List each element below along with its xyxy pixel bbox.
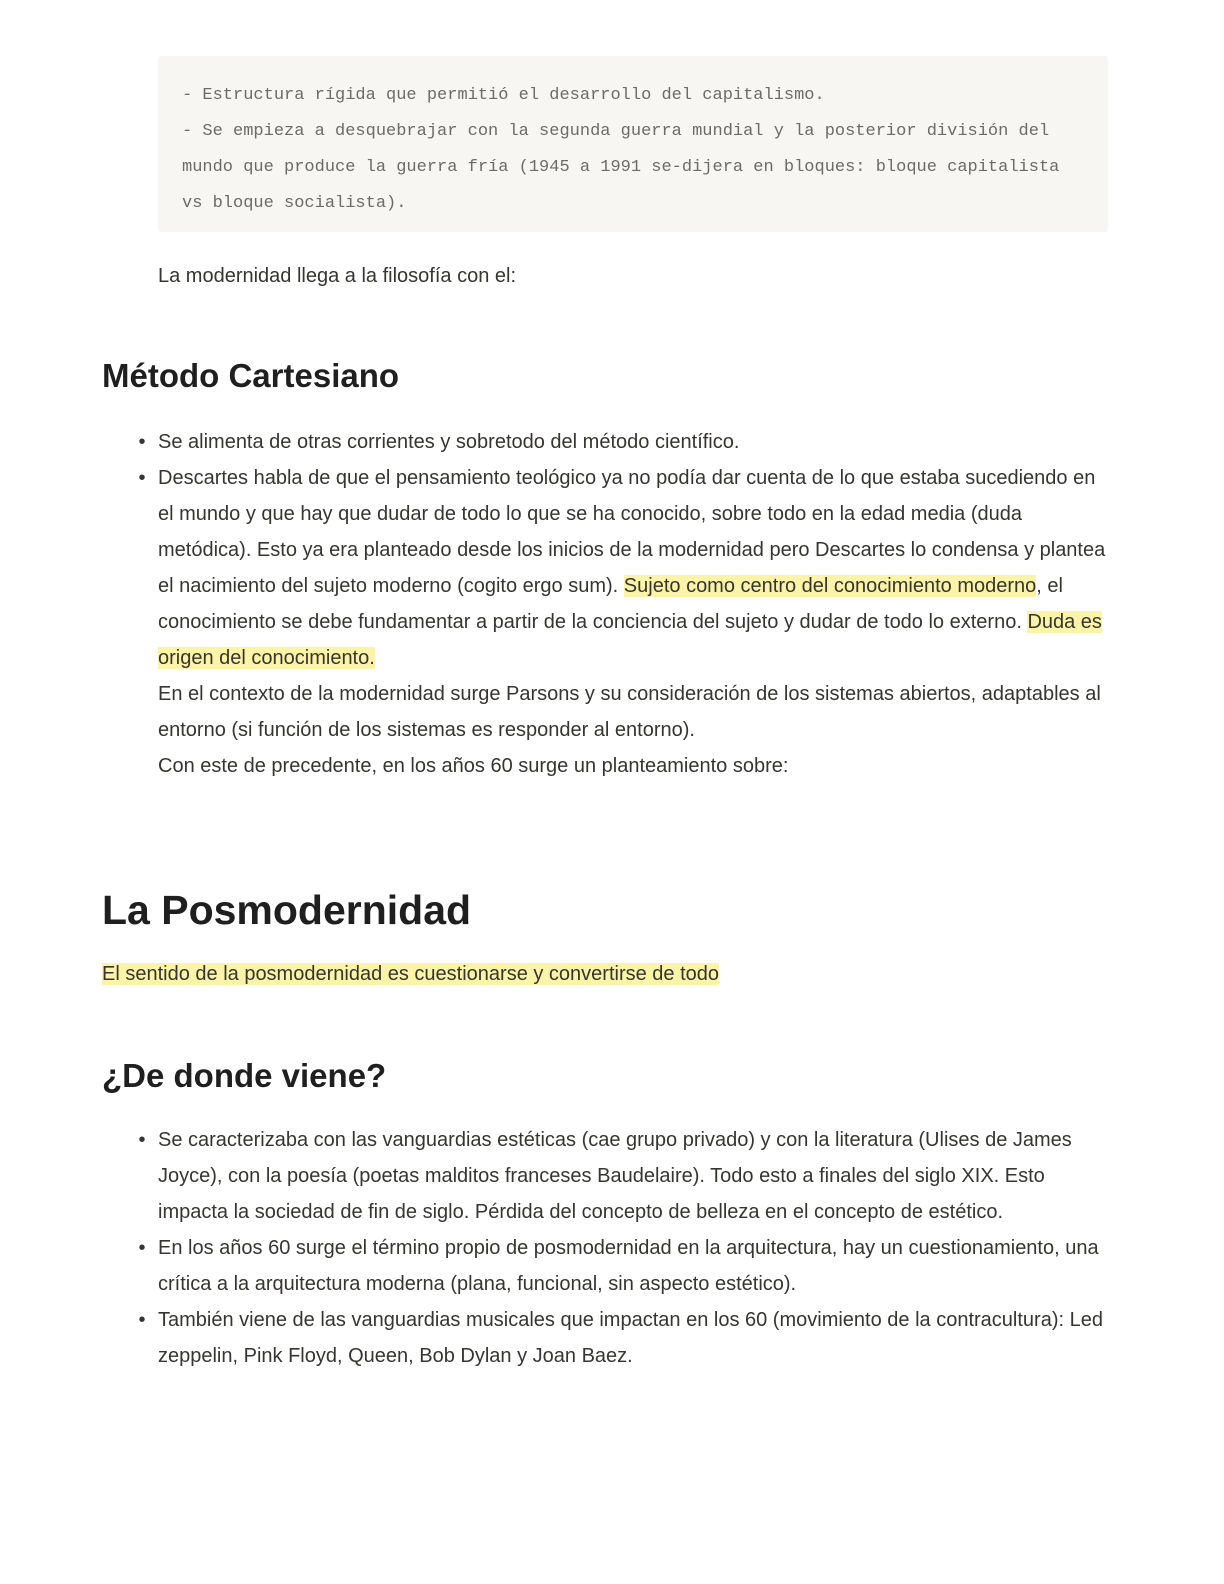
bullet-icon: • [138, 467, 146, 489]
code-block [158, 56, 1108, 232]
list-item-text-before: Descartes habla de que el pensamiento teológico ya no podía dar cuenta de lo que estaba sucediendo en el mundo y que hay que dudar de todo lo que se ha conocido, sobre todo en la edad media (duda metódica). Esto ya era planteado desde los inicios de la modernidad pero Descartes lo condensa y plantea el nacimiento del sujeto moderno (cogito ergo sum). [158, 467, 1106, 597]
follow-paragraph-precedente: Con este de precedente, en los años 60 surge un planteamiento sobre: [158, 755, 789, 777]
list-item-text [158, 467, 1105, 669]
list-item-text: También viene de las vanguardias musicales que impactan en los 60 (movimiento de la contracultura): Led zeppelin, Pink Floyd, Queen, Bob Dylan y Joan Baez. [158, 1309, 1103, 1367]
bullet-icon: • [138, 1129, 146, 1151]
bullet-icon: • [138, 1237, 146, 1259]
metodo-bullet-list [102, 424, 1112, 784]
list-item [102, 424, 1112, 460]
heading-posmodernidad: La Posmodernidad [102, 887, 472, 933]
list-item-text: Se alimenta de otras corrientes y sobretodo del método científico. [158, 431, 740, 453]
heading-de-donde-viene: ¿De donde viene? [102, 1057, 387, 1094]
code-line: - Se empieza a desquebrajar con la segunda guerra mundial y la posterior división del mundo que produce la guerra fría (1945 a 1991 se-dijera en bloques: bloque capitalista vs bloque socialista). [182, 122, 1070, 213]
posmodernidad-highlight-paragraph [102, 956, 719, 992]
list-item [102, 1230, 1112, 1302]
list-item-text-middle: , el conocimiento se debe fundamentar a partir de la conciencia del sujeto y dudar de todo lo externo. [158, 575, 1063, 633]
follow-paragraph-parsons: En el contexto de la modernidad surge Parsons y su consideración de los sistemas abiertos, adaptables al entorno (si función de los sistemas es responder al entorno). [158, 683, 1101, 741]
donde-bullet-list [102, 1122, 1112, 1374]
list-item [102, 1122, 1112, 1230]
code-line: - Estructura rígida que permitió el desarrollo del capitalismo. [182, 86, 825, 105]
intro-paragraph: La modernidad llega a la filosofía con el: [158, 265, 517, 287]
list-item [102, 1302, 1112, 1374]
highlight-sentido-posmodernidad: El sentido de la posmodernidad es cuestionarse y convertirse de todo [102, 963, 720, 985]
bullet-icon: • [138, 1309, 146, 1331]
highlight-sujeto-centro: Sujeto como centro del conocimiento moderno [623, 575, 1037, 597]
list-item-text: Se caracterizaba con las vanguardias estéticas (cae grupo privado) y con la literatura (Ulises de James Joyce), con la poesía (poetas malditos franceses Baudelaire). Todo esto a finales del siglo XIX. Esto impacta la sociedad de fin de siglo. Pérdida del concepto de belleza en el concepto de estético. [158, 1129, 1072, 1223]
heading-metodo-cartesiano: Método Cartesiano [102, 357, 400, 394]
list-item [102, 460, 1112, 784]
highlight-duda-origen: Duda es origen del conocimiento. [158, 611, 1102, 669]
list-item-text: En los años 60 surge el término propio de posmodernidad en la arquitectura, hay un cuestionamiento, una crítica a la arquitectura moderna (plana, funcional, sin aspecto estético). [158, 1237, 1099, 1295]
bullet-icon: • [138, 431, 146, 453]
